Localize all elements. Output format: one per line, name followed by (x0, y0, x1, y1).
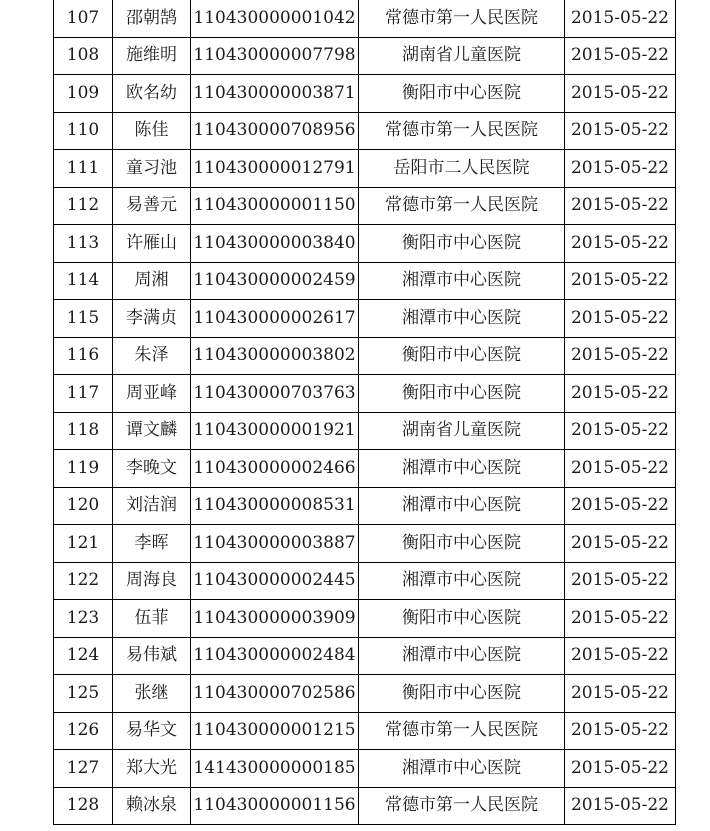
certificate-number-cell: 110430000002466 (191, 450, 359, 488)
table-row (54, 300, 676, 338)
row-number-cell: 127 (54, 750, 113, 788)
hospital-name-cell: 衡阳市中心医院 (359, 675, 565, 713)
certificate-number-cell: 110430000003802 (191, 337, 359, 375)
certificate-number-cell: 110430000001156 (191, 787, 359, 825)
person-name-cell: 李晚文 (113, 450, 191, 488)
hospital-name-cell: 湘潭市中心医院 (359, 562, 565, 600)
issue-date-cell: 2015-05-22 (565, 112, 676, 150)
issue-date-cell: 2015-05-22 (565, 712, 676, 750)
person-name-cell: 易善元 (113, 187, 191, 225)
table-row (54, 487, 676, 525)
table-row (54, 225, 676, 263)
row-number-cell: 115 (54, 300, 113, 338)
row-number-cell: 124 (54, 637, 113, 675)
issue-date-cell: 2015-05-22 (565, 37, 676, 75)
row-number-cell: 119 (54, 450, 113, 488)
certificate-number-cell: 110430000008531 (191, 487, 359, 525)
person-name-cell: 周湘 (113, 262, 191, 300)
issue-date-cell: 2015-05-22 (565, 562, 676, 600)
person-name-cell: 伍菲 (113, 600, 191, 638)
certificate-number-cell: 110430000001215 (191, 712, 359, 750)
table-row (54, 262, 676, 300)
issue-date-cell: 2015-05-22 (565, 75, 676, 113)
issue-date-cell: 2015-05-22 (565, 787, 676, 825)
issue-date-cell: 2015-05-22 (565, 487, 676, 525)
table-row (54, 787, 676, 825)
certificate-number-cell: 110430000002445 (191, 562, 359, 600)
table-row (54, 375, 676, 413)
row-number-cell: 113 (54, 225, 113, 263)
issue-date-cell: 2015-05-22 (565, 262, 676, 300)
certificate-number-cell: 110430000702586 (191, 675, 359, 713)
row-number-cell: 117 (54, 375, 113, 413)
row-number-cell: 112 (54, 187, 113, 225)
row-number-cell: 123 (54, 600, 113, 638)
table-row (54, 750, 676, 788)
issue-date-cell: 2015-05-22 (565, 300, 676, 338)
issue-date-cell: 2015-05-22 (565, 150, 676, 188)
hospital-name-cell: 衡阳市中心医院 (359, 525, 565, 563)
person-name-cell: 刘洁润 (113, 487, 191, 525)
certificate-number-cell: 110430000708956 (191, 112, 359, 150)
table-row (54, 412, 676, 450)
row-number-cell: 120 (54, 487, 113, 525)
row-number-cell: 121 (54, 525, 113, 563)
person-name-cell: 谭文麟 (113, 412, 191, 450)
certificate-number-cell: 110430000003909 (191, 600, 359, 638)
row-number-cell: 125 (54, 675, 113, 713)
hospital-name-cell: 湘潭市中心医院 (359, 262, 565, 300)
row-number-cell: 128 (54, 787, 113, 825)
certificate-number-cell: 110430000703763 (191, 375, 359, 413)
certificate-number-cell: 110430000001042 (191, 0, 359, 37)
certificate-number-cell: 110430000003840 (191, 225, 359, 263)
person-name-cell: 欧名幼 (113, 75, 191, 113)
hospital-name-cell: 常德市第一人民医院 (359, 787, 565, 825)
person-name-cell: 郑大光 (113, 750, 191, 788)
hospital-name-cell: 常德市第一人民医院 (359, 0, 565, 37)
issue-date-cell: 2015-05-22 (565, 187, 676, 225)
hospital-name-cell: 衡阳市中心医院 (359, 75, 565, 113)
issue-date-cell: 2015-05-22 (565, 450, 676, 488)
hospital-name-cell: 衡阳市中心医院 (359, 225, 565, 263)
issue-date-cell: 2015-05-22 (565, 337, 676, 375)
row-number-cell: 126 (54, 712, 113, 750)
certificate-number-cell: 110430000003871 (191, 75, 359, 113)
hospital-name-cell: 湖南省儿童医院 (359, 412, 565, 450)
issue-date-cell: 2015-05-22 (565, 412, 676, 450)
hospital-name-cell: 常德市第一人民医院 (359, 112, 565, 150)
row-number-cell: 111 (54, 150, 113, 188)
table-row (54, 150, 676, 188)
person-name-cell: 李晖 (113, 525, 191, 563)
table-row (54, 0, 676, 37)
person-name-cell: 赖冰泉 (113, 787, 191, 825)
certificate-number-cell: 110430000003887 (191, 525, 359, 563)
row-number-cell: 116 (54, 337, 113, 375)
certificate-number-cell: 110430000001921 (191, 412, 359, 450)
issue-date-cell: 2015-05-22 (565, 600, 676, 638)
hospital-name-cell: 湘潭市中心医院 (359, 637, 565, 675)
person-name-cell: 周亚峰 (113, 375, 191, 413)
issue-date-cell: 2015-05-22 (565, 675, 676, 713)
certificate-number-cell: 110430000001150 (191, 187, 359, 225)
certificate-number-cell: 110430000012791 (191, 150, 359, 188)
certificate-number-cell: 110430000002484 (191, 637, 359, 675)
issue-date-cell: 2015-05-22 (565, 375, 676, 413)
person-name-cell: 邵朝鹄 (113, 0, 191, 37)
hospital-name-cell: 衡阳市中心医院 (359, 337, 565, 375)
roster-table-body (54, 0, 676, 825)
person-name-cell: 童习池 (113, 150, 191, 188)
certificate-number-cell: 141430000000185 (191, 750, 359, 788)
hospital-name-cell: 湘潭市中心医院 (359, 300, 565, 338)
issue-date-cell: 2015-05-22 (565, 0, 676, 37)
hospital-name-cell: 湖南省儿童医院 (359, 37, 565, 75)
table-row (54, 562, 676, 600)
table-row (54, 675, 676, 713)
table-row (54, 450, 676, 488)
hospital-name-cell: 衡阳市中心医院 (359, 600, 565, 638)
table-row (54, 37, 676, 75)
issue-date-cell: 2015-05-22 (565, 225, 676, 263)
person-name-cell: 易华文 (113, 712, 191, 750)
hospital-name-cell: 湘潭市中心医院 (359, 487, 565, 525)
certificate-number-cell: 110430000007798 (191, 37, 359, 75)
table-row (54, 525, 676, 563)
person-name-cell: 张继 (113, 675, 191, 713)
hospital-name-cell: 衡阳市中心医院 (359, 375, 565, 413)
issue-date-cell: 2015-05-22 (565, 750, 676, 788)
person-name-cell: 易伟斌 (113, 637, 191, 675)
roster-table (53, 0, 676, 825)
table-row (54, 75, 676, 113)
table-row (54, 637, 676, 675)
hospital-name-cell: 岳阳市二人民医院 (359, 150, 565, 188)
row-number-cell: 109 (54, 75, 113, 113)
row-number-cell: 110 (54, 112, 113, 150)
table-row (54, 187, 676, 225)
issue-date-cell: 2015-05-22 (565, 637, 676, 675)
row-number-cell: 114 (54, 262, 113, 300)
table-row (54, 712, 676, 750)
certificate-number-cell: 110430000002617 (191, 300, 359, 338)
hospital-name-cell: 湘潭市中心医院 (359, 450, 565, 488)
table-row (54, 600, 676, 638)
person-name-cell: 许雁山 (113, 225, 191, 263)
hospital-name-cell: 湘潭市中心医院 (359, 750, 565, 788)
table-row (54, 112, 676, 150)
row-number-cell: 122 (54, 562, 113, 600)
row-number-cell: 108 (54, 37, 113, 75)
certificate-number-cell: 110430000002459 (191, 262, 359, 300)
person-name-cell: 周海良 (113, 562, 191, 600)
person-name-cell: 施维明 (113, 37, 191, 75)
table-row (54, 337, 676, 375)
person-name-cell: 李满贞 (113, 300, 191, 338)
hospital-name-cell: 常德市第一人民医院 (359, 712, 565, 750)
person-name-cell: 陈佳 (113, 112, 191, 150)
hospital-name-cell: 常德市第一人民医院 (359, 187, 565, 225)
row-number-cell: 118 (54, 412, 113, 450)
issue-date-cell: 2015-05-22 (565, 525, 676, 563)
row-number-cell: 107 (54, 0, 113, 37)
person-name-cell: 朱泽 (113, 337, 191, 375)
